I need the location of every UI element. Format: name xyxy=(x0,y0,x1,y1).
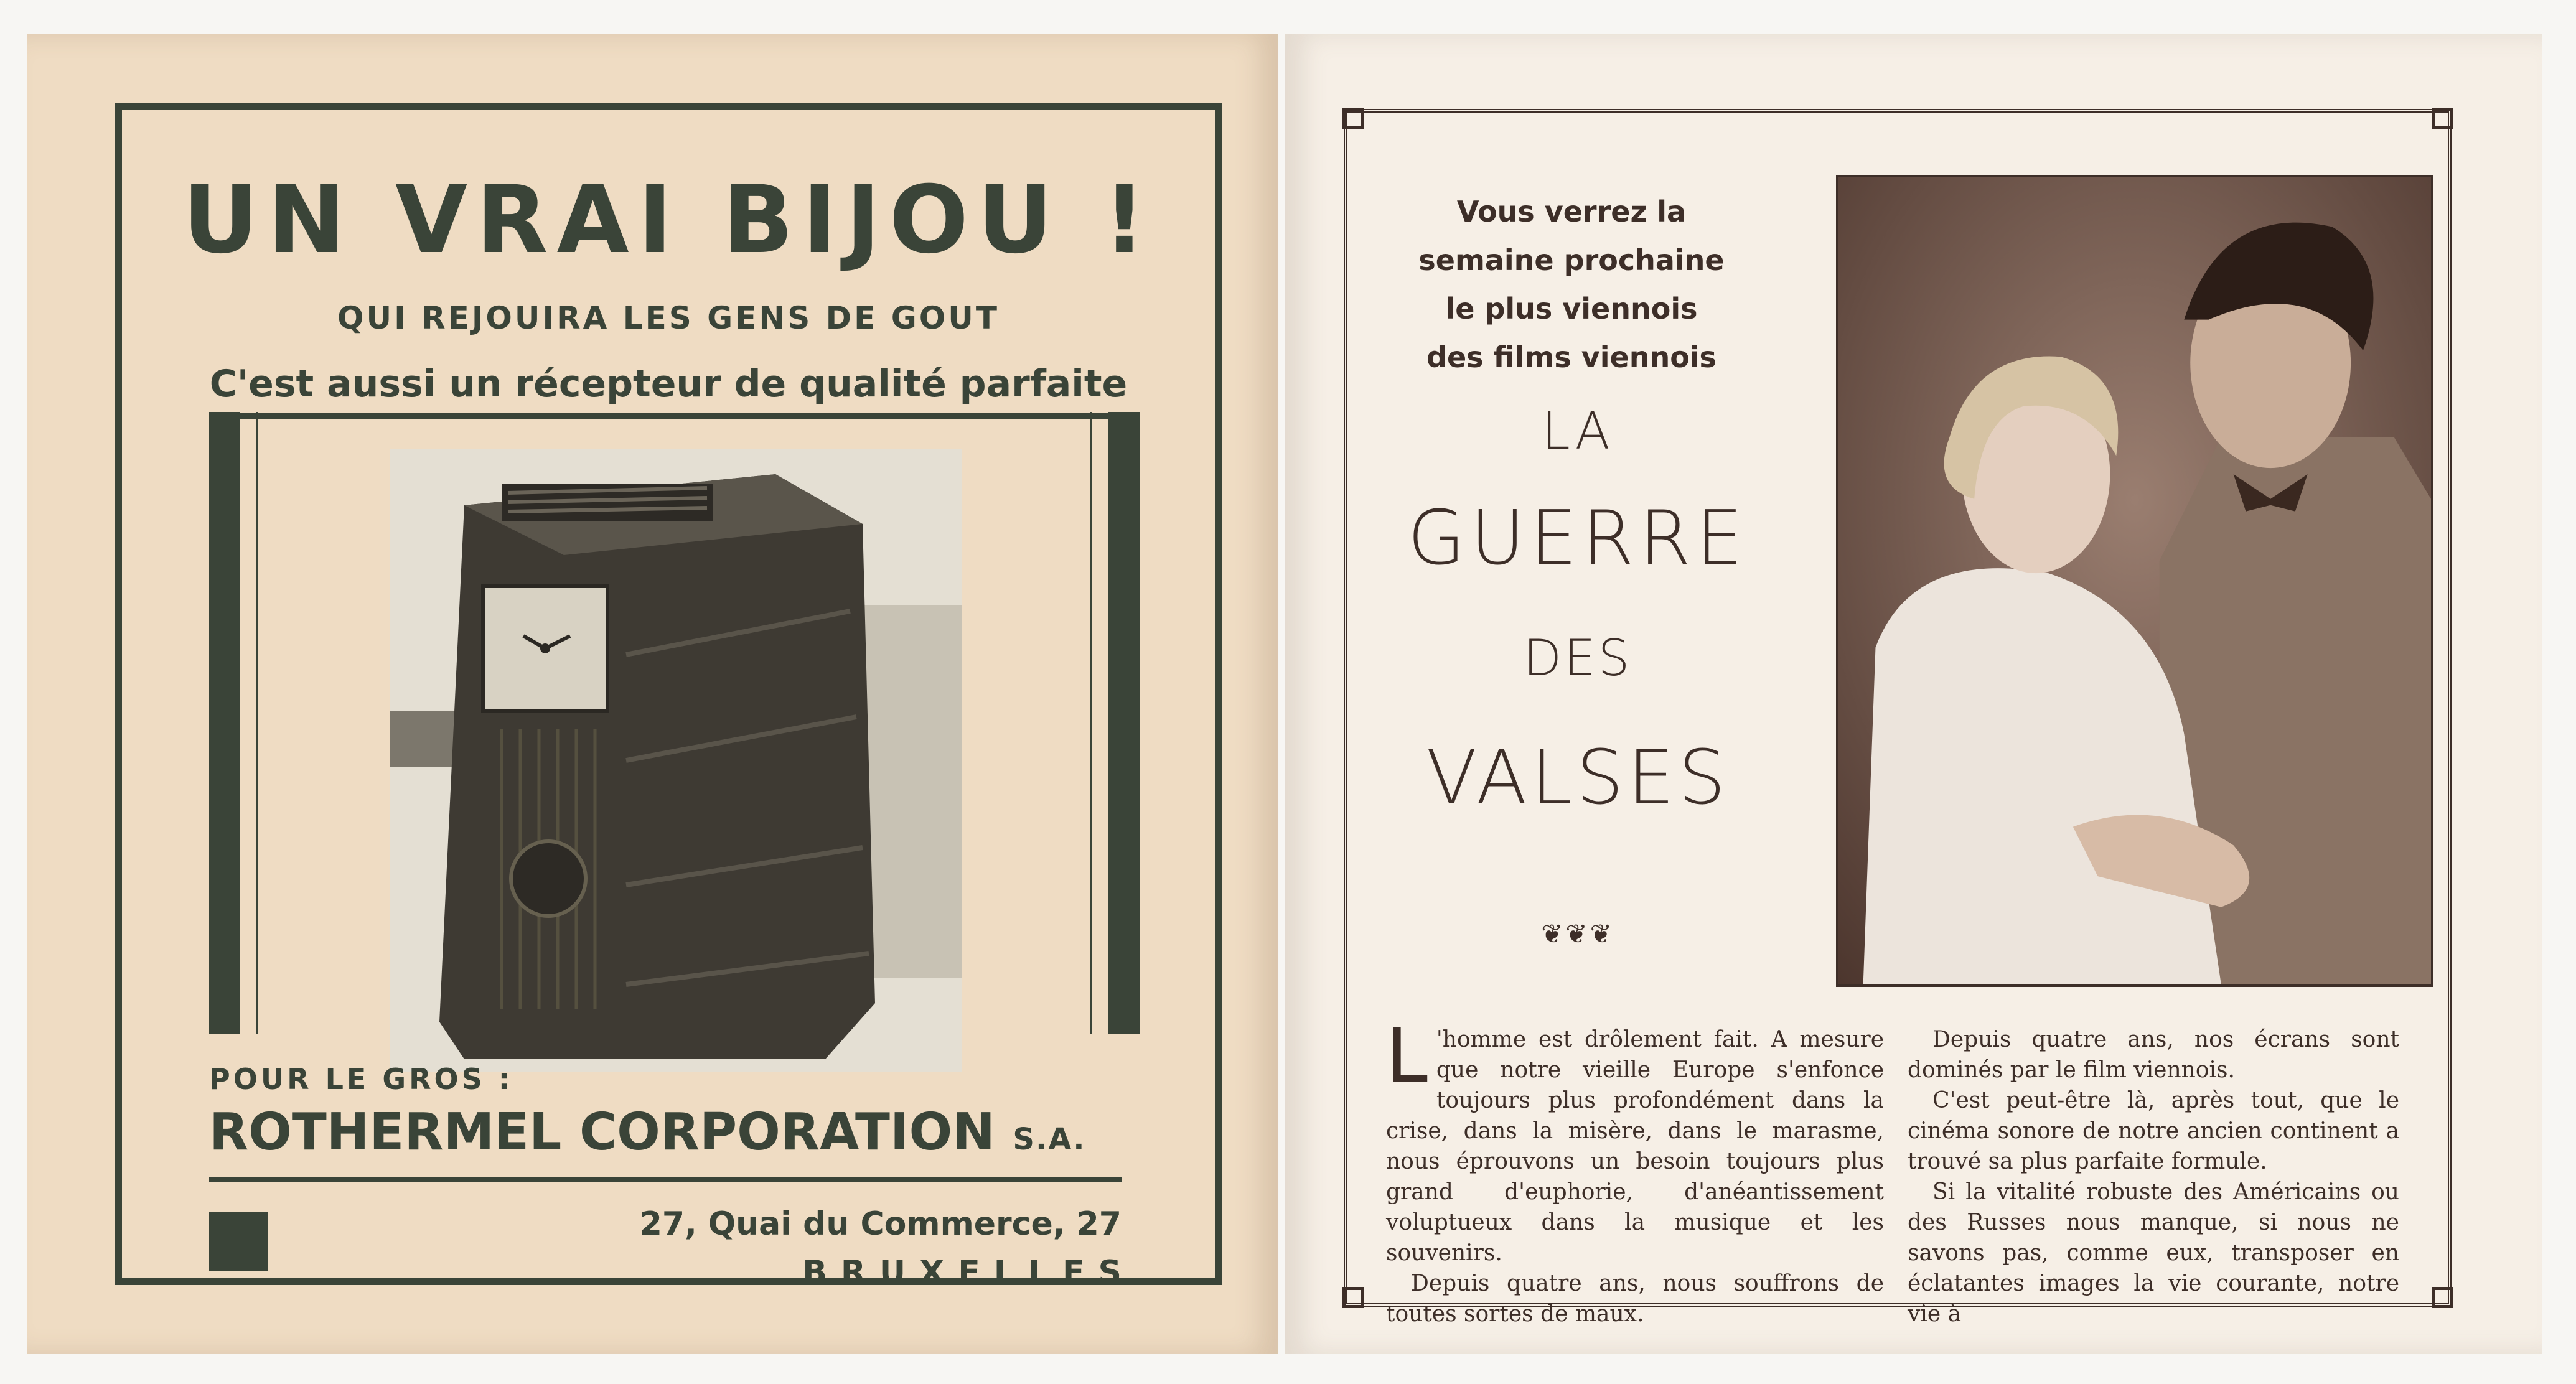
left-decor-bar xyxy=(209,412,240,1034)
article-column-right xyxy=(1908,1024,2399,1327)
ad-border xyxy=(115,103,1222,1291)
decorative-square xyxy=(209,1212,268,1271)
radio-receiver-image xyxy=(390,449,962,1072)
film-border xyxy=(1344,109,2452,1327)
film-title-line: VALSES xyxy=(1426,735,1730,821)
frame-corner-ornament xyxy=(2432,108,2453,129)
address-city: BRUXELLES xyxy=(802,1254,1135,1291)
ad-tagline: C'est aussi un récepteur de qualité parfaite xyxy=(209,362,1128,419)
film-title-line: LA xyxy=(1542,402,1614,461)
frame-corner-ornament xyxy=(1342,1287,1364,1308)
address-street: 27, Quai du Commerce, 27 xyxy=(639,1205,1122,1243)
article-paragraph: Depuis quatre ans, nous souffrons de toutes sortes de maux. xyxy=(1386,1271,1884,1327)
film-still-photo xyxy=(1836,175,2433,987)
film-title-line: DES xyxy=(1523,629,1632,687)
ad-headline: UN VRAI BIJOU ! xyxy=(182,166,1155,274)
article-paragraph: Depuis quatre ans, nos écrans sont dominés par le film viennois. xyxy=(1908,1027,2399,1083)
teaser-line: semaine prochaine xyxy=(1418,243,1725,277)
article-paragraph: C'est peut-être là, après tout, que le cinéma sonore de notre ancien continent a trouvé sa plus parfaite formule. xyxy=(1908,1088,2399,1174)
company-name xyxy=(209,1103,1085,1162)
company-suffix: S.A. xyxy=(1013,1122,1086,1157)
right-decor-bar xyxy=(1108,412,1140,1034)
right-decor-line xyxy=(1090,412,1092,1034)
frame-corner-ornament xyxy=(1342,108,1364,129)
article-paragraph xyxy=(1386,1013,1884,1268)
teaser-line: des films viennois xyxy=(1426,340,1717,374)
paragraph-text: 'homme est drôlement fait. A mesure que notre vieille Europe s'enfonce toujours plus profondément dans la crise, dans la misère, dans le marasme, nous éprouvons un besoin toujours plus grand d'euphorie, d'anéantissement voluptueux dans la musique et les souvenirs. xyxy=(1386,1027,1884,1266)
distributor-label: POUR LE GROS : xyxy=(209,1062,513,1096)
company-name-text: ROTHERMEL CORPORATION xyxy=(209,1103,995,1162)
company-address xyxy=(639,1205,1135,1291)
teaser-line: le plus viennois xyxy=(1445,292,1698,325)
ad-subheadline: QUI REJOUIRA LES GENS DE GOUT xyxy=(337,300,1000,336)
left-page-advertisement xyxy=(27,34,1278,1354)
frame-corner-ornament xyxy=(2432,1287,2453,1308)
left-decor-line xyxy=(256,412,258,1034)
right-page-film-announcement xyxy=(1285,34,2542,1354)
drop-cap: L xyxy=(1386,1013,1428,1100)
teaser-line: Vous verrez la xyxy=(1456,195,1687,228)
film-teaser xyxy=(1372,187,1771,381)
article-column-left xyxy=(1386,1013,1884,1327)
article-paragraph: Si la vitalité robuste des Américains ou des Russes nous manque, si nous ne savons pas, comme eux, transposer en éclatantes images la vie courante, notre vie à xyxy=(1908,1179,2399,1327)
film-title-line: GUERRE xyxy=(1407,495,1748,582)
title-ornament: ❦❦❦ xyxy=(1541,919,1614,949)
company-underline xyxy=(209,1177,1122,1182)
